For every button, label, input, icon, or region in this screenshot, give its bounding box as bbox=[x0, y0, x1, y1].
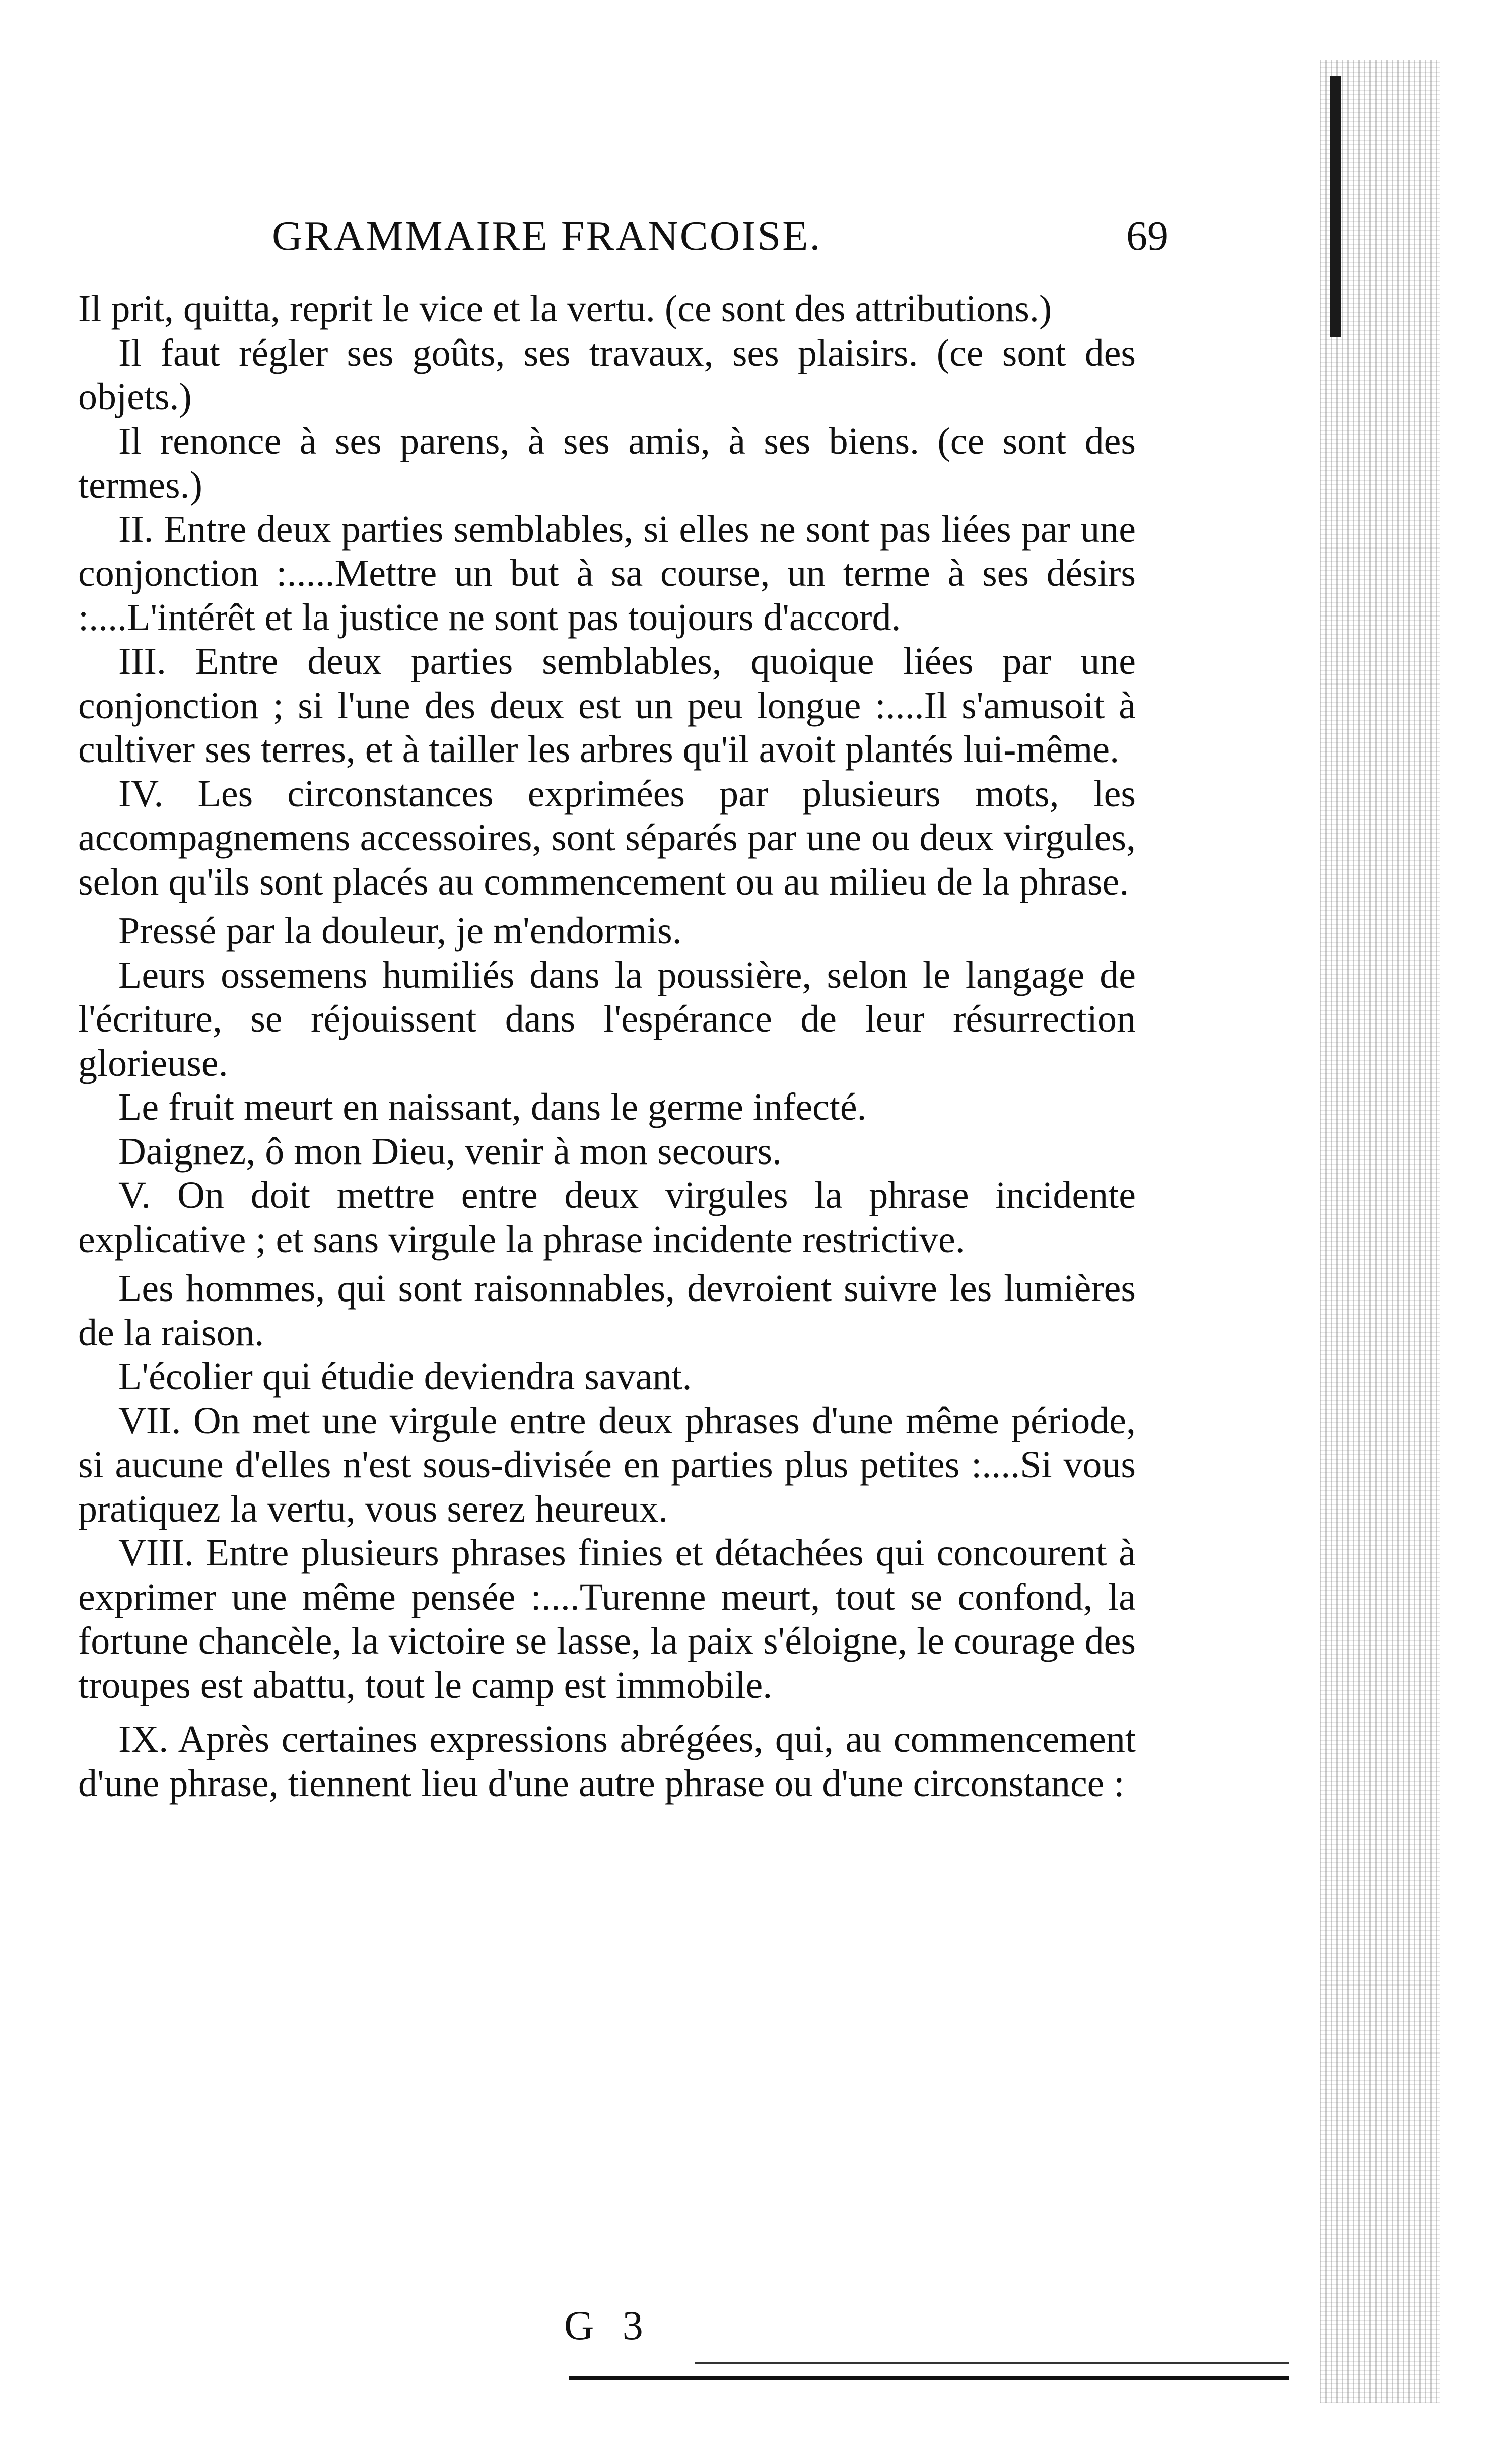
bottom-rule-thin bbox=[695, 2362, 1289, 2364]
paragraph: III. Entre deux parties semblables, quoique liées par une conjonction ; si l'une des deux est un peu longue :....Il s'amusoit à cultiver ses terres, et à tailler les arbres qu'il avoit plantés lui-même. bbox=[78, 640, 1136, 771]
page-edge-shadow bbox=[1320, 60, 1440, 2403]
paragraph: Pressé par la douleur, je m'endormis. bbox=[118, 910, 682, 952]
paragraph: IV. Les circonstances exprimées par plusieurs mots, les accompagnemens accessoires, sont séparés par une ou deux virgules, selon qu'ils sont placés au commencement ou au milieu de la phrase. bbox=[78, 772, 1136, 903]
paragraph: IX. Après certaines expressions abrégées, qui, au commencement d'une phrase, tiennent lieu d'une autre phrase ou d'une circonstance : bbox=[78, 1718, 1136, 1805]
paragraph: L'écolier qui étudie deviendra savant. bbox=[118, 1355, 692, 1398]
paragraph: V. On doit mettre entre deux virgules la phrase incidente explicative ; et sans virgule la phrase incidente restrictive. bbox=[78, 1174, 1136, 1261]
page-number: 69 bbox=[1126, 213, 1169, 259]
page-header bbox=[272, 212, 1169, 267]
page-edge-dark-mark bbox=[1330, 76, 1341, 337]
signature-mark: G 3 bbox=[564, 2302, 652, 2348]
page-body bbox=[78, 287, 1136, 1806]
paragraph: Il prit, quitta, reprit le vice et la vertu. (ce sont des attributions.) bbox=[78, 288, 1052, 330]
paragraph: Le fruit meurt en naissant, dans le germe infecté. bbox=[118, 1086, 867, 1128]
paragraph: Il renonce à ses parens, à ses amis, à ses biens. (ce sont des termes.) bbox=[78, 420, 1136, 506]
running-title: GRAMMAIRE FRANCOISE. bbox=[272, 213, 822, 259]
paragraph: Il faut régler ses goûts, ses travaux, ses plaisirs. (ce sont des objets.) bbox=[78, 331, 1136, 418]
paragraph: VIII. Entre plusieurs phrases finies et détachées qui concourent à exprimer une même pensée :....Turenne meurt, tout se confond, la fortune chancèle, la victoire se lasse, la paix s'éloigne, le courage des troupes est abattu, tout le camp est immobile. bbox=[78, 1532, 1136, 1706]
paragraph: VII. On met une virgule entre deux phrases d'une même période, si aucune d'elles n'est sous-divisée en parties plus petites :....Si vous pratiquez la vertu, vous serez heureux. bbox=[78, 1399, 1136, 1530]
paragraph: Leurs ossemens humiliés dans la poussière, selon le langage de l'écriture, se réjouissent dans l'espérance de leur résurrection glorieuse. bbox=[78, 953, 1136, 1084]
paragraph: II. Entre deux parties semblables, si elles ne sont pas liées par une conjonction :.....Mettre un but à sa course, un terme à ses désirs :....L'intérêt et la justice ne sont pas toujours d'accord. bbox=[78, 508, 1136, 639]
paragraph: Daignez, ô mon Dieu, venir à mon secours. bbox=[118, 1130, 782, 1173]
bottom-rule bbox=[569, 2376, 1289, 2380]
paragraph: Les hommes, qui sont raisonnables, devroient suivre les lumières de la raison. bbox=[78, 1267, 1136, 1354]
